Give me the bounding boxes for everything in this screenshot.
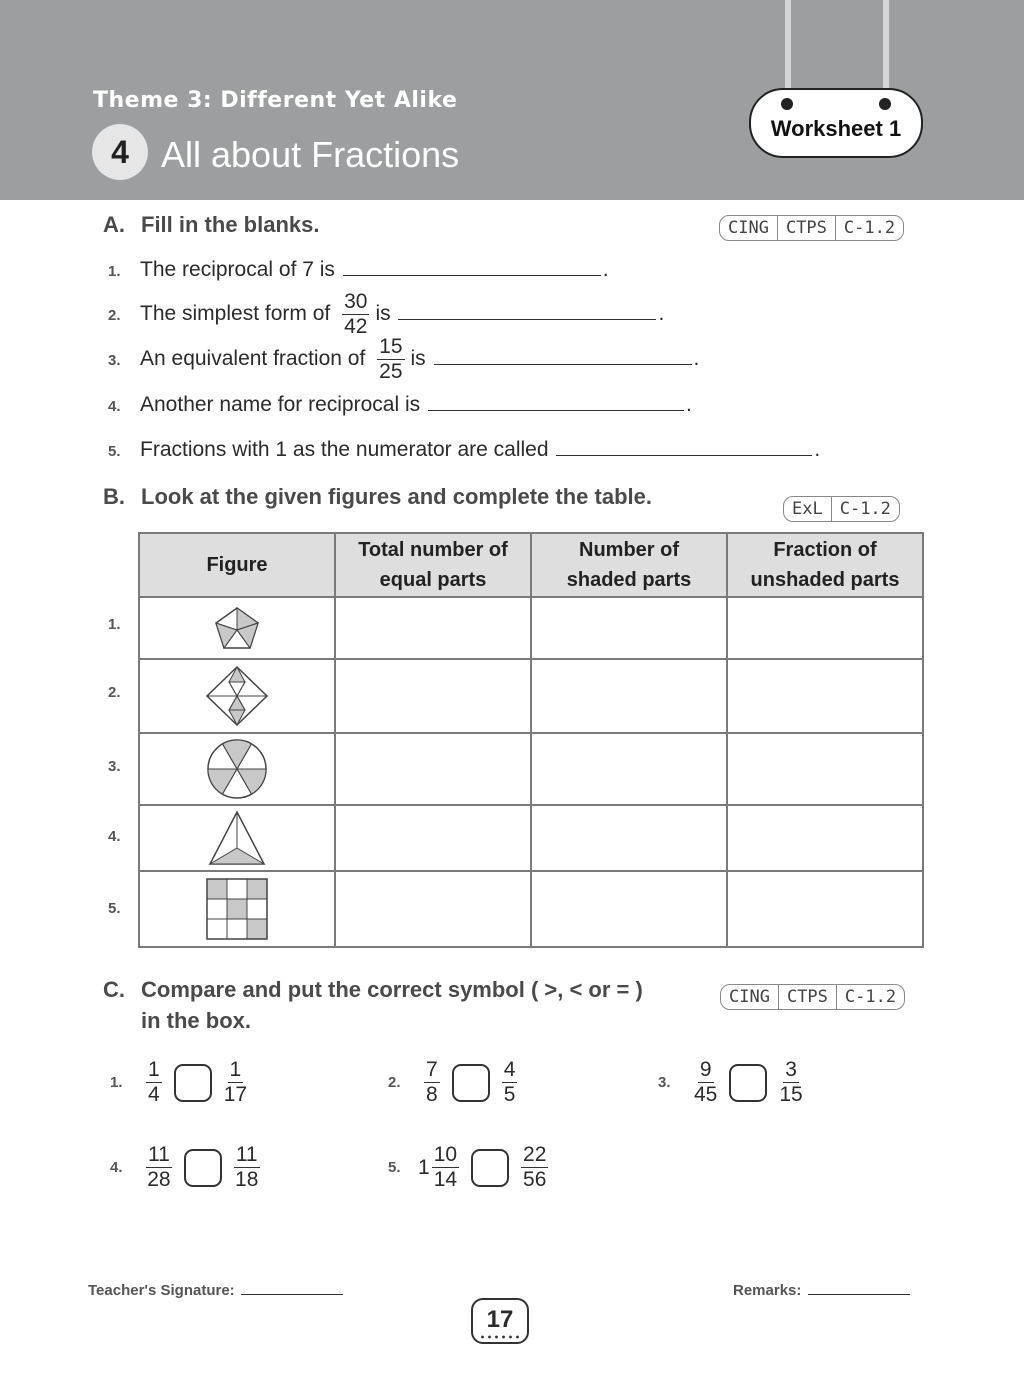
section-a-tags: CING CTPS C-1.2 xyxy=(719,215,904,241)
row-number: 3. xyxy=(108,758,121,775)
answer-box[interactable] xyxy=(471,1149,509,1187)
fraction: $\frac{15}{25}$ xyxy=(379,335,403,383)
compare-item-1: 1. $\frac{1}{4}$ $\frac{1}{17}$ xyxy=(110,1058,248,1106)
figure-cell xyxy=(139,805,335,871)
teacher-signature: Teacher's Signature: xyxy=(88,1282,345,1299)
circle-icon xyxy=(206,738,268,800)
row-number: 4. xyxy=(108,828,121,845)
question-a2: 2. The simplest form of $\frac{30}{42}$ is . xyxy=(108,290,665,338)
header-figure: Figure xyxy=(139,533,335,597)
fraction: $\frac{1}{4}$ xyxy=(148,1058,160,1106)
compare-item-5: 5. 1 $\frac{10}{14}$ $\frac{22}{56}$ xyxy=(388,1143,547,1191)
signature-blank[interactable] xyxy=(241,1293,343,1295)
fraction: $\frac{9}{45}$ xyxy=(694,1058,718,1106)
answer-cell[interactable] xyxy=(335,805,531,871)
table-row xyxy=(139,659,923,733)
answer-box[interactable] xyxy=(184,1149,222,1187)
compare-item-3: 3. $\frac{9}{45}$ $\frac{3}{15}$ xyxy=(658,1058,803,1106)
answer-cell[interactable] xyxy=(335,733,531,805)
answer-cell[interactable] xyxy=(531,871,727,947)
answer-blank[interactable] xyxy=(428,409,684,411)
worksheet-tag xyxy=(749,88,923,158)
answer-cell[interactable] xyxy=(335,871,531,947)
answer-box[interactable] xyxy=(452,1064,490,1102)
triangle-icon xyxy=(208,810,266,866)
answer-blank[interactable] xyxy=(434,363,692,365)
header-unshaded: Fraction of unshaded parts xyxy=(727,533,923,597)
theme-title: Theme 3: Different Yet Alike xyxy=(93,88,458,113)
pentagon-icon xyxy=(212,605,262,651)
fraction: $\frac{1}{17}$ xyxy=(223,1058,248,1106)
answer-box[interactable] xyxy=(729,1064,767,1102)
table-row xyxy=(139,871,923,947)
question-a3: 3. An equivalent fraction of $\frac{15}{25}$ is . xyxy=(108,335,700,383)
answer-cell[interactable] xyxy=(727,871,923,947)
table-row xyxy=(139,805,923,871)
answer-blank[interactable] xyxy=(398,318,656,320)
table-row xyxy=(139,733,923,805)
answer-cell[interactable] xyxy=(335,597,531,659)
answer-cell[interactable] xyxy=(727,659,923,733)
fraction: $\frac{3}{15}$ xyxy=(779,1058,803,1106)
chapter-title: All about Fractions xyxy=(161,134,460,175)
figure-cell xyxy=(139,659,335,733)
chapter-number: 4 xyxy=(92,124,148,180)
answer-blank[interactable] xyxy=(343,274,601,276)
page-number: 17 xyxy=(471,1298,529,1344)
row-number: 5. xyxy=(108,900,121,917)
section-c-title: C. Compare and put the correct symbol ( >, < or = ) in the box. xyxy=(103,977,643,1033)
fraction: $\frac{4}{5}$ xyxy=(503,1058,516,1106)
section-b-title: B. Look at the given figures and complete the table. xyxy=(103,484,652,509)
fraction: $\frac{30}{42}$ xyxy=(344,290,368,338)
answer-cell[interactable] xyxy=(531,733,727,805)
fraction: $\frac{7}{8}$ xyxy=(426,1058,438,1106)
compare-item-4: 4. $\frac{11}{28}$ $\frac{11}{18}$ xyxy=(110,1143,259,1191)
remarks: Remarks: xyxy=(733,1282,912,1299)
grid-icon xyxy=(206,878,268,940)
header-shaded: Number of shaded parts xyxy=(531,533,727,597)
fraction: $\frac{11}{28}$ xyxy=(147,1143,171,1191)
tag-hole-left xyxy=(781,98,793,110)
fraction: $\frac{22}{56}$ xyxy=(523,1143,547,1191)
answer-cell[interactable] xyxy=(335,659,531,733)
fraction: $\frac{10}{14}$ xyxy=(433,1143,458,1191)
answer-cell[interactable] xyxy=(531,659,727,733)
question-a5: 5. Fractions with 1 as the numerator are called . xyxy=(108,438,821,461)
figure-cell xyxy=(139,733,335,805)
worksheet-label: Worksheet 1 xyxy=(770,116,902,141)
section-c-tags: CING CTPS C-1.2 xyxy=(720,984,905,1010)
answer-cell[interactable] xyxy=(531,597,727,659)
page-dots-decoration xyxy=(479,1334,521,1340)
rhombus-icon xyxy=(205,665,269,727)
answer-cell[interactable] xyxy=(727,805,923,871)
answer-cell[interactable] xyxy=(531,805,727,871)
question-a4: 4. Another name for reciprocal is . xyxy=(108,393,692,416)
fraction: $\frac{11}{18}$ xyxy=(235,1143,259,1191)
answer-blank[interactable] xyxy=(556,454,812,456)
figure-cell xyxy=(139,871,335,947)
question-a1: 1. The reciprocal of 7 is . xyxy=(108,258,609,281)
whole-number: 1 xyxy=(418,1155,430,1179)
section-b-tags: ExL C-1.2 xyxy=(783,496,900,522)
header-total: Total number of equal parts xyxy=(335,533,531,597)
answer-cell[interactable] xyxy=(727,733,923,805)
answer-box[interactable] xyxy=(174,1064,212,1102)
compare-item-2: 2. $\frac{7}{8}$ $\frac{4}{5}$ xyxy=(388,1058,516,1106)
row-number: 1. xyxy=(108,616,121,633)
answer-cell[interactable] xyxy=(727,597,923,659)
table-header-row xyxy=(139,533,923,597)
table-row xyxy=(139,597,923,659)
remarks-blank[interactable] xyxy=(808,1293,910,1295)
figures-table xyxy=(138,532,924,948)
row-number: 2. xyxy=(108,684,121,701)
section-a-title: A. Fill in the blanks. xyxy=(103,212,320,237)
figure-cell xyxy=(139,597,335,659)
tag-hole-right xyxy=(879,98,891,110)
